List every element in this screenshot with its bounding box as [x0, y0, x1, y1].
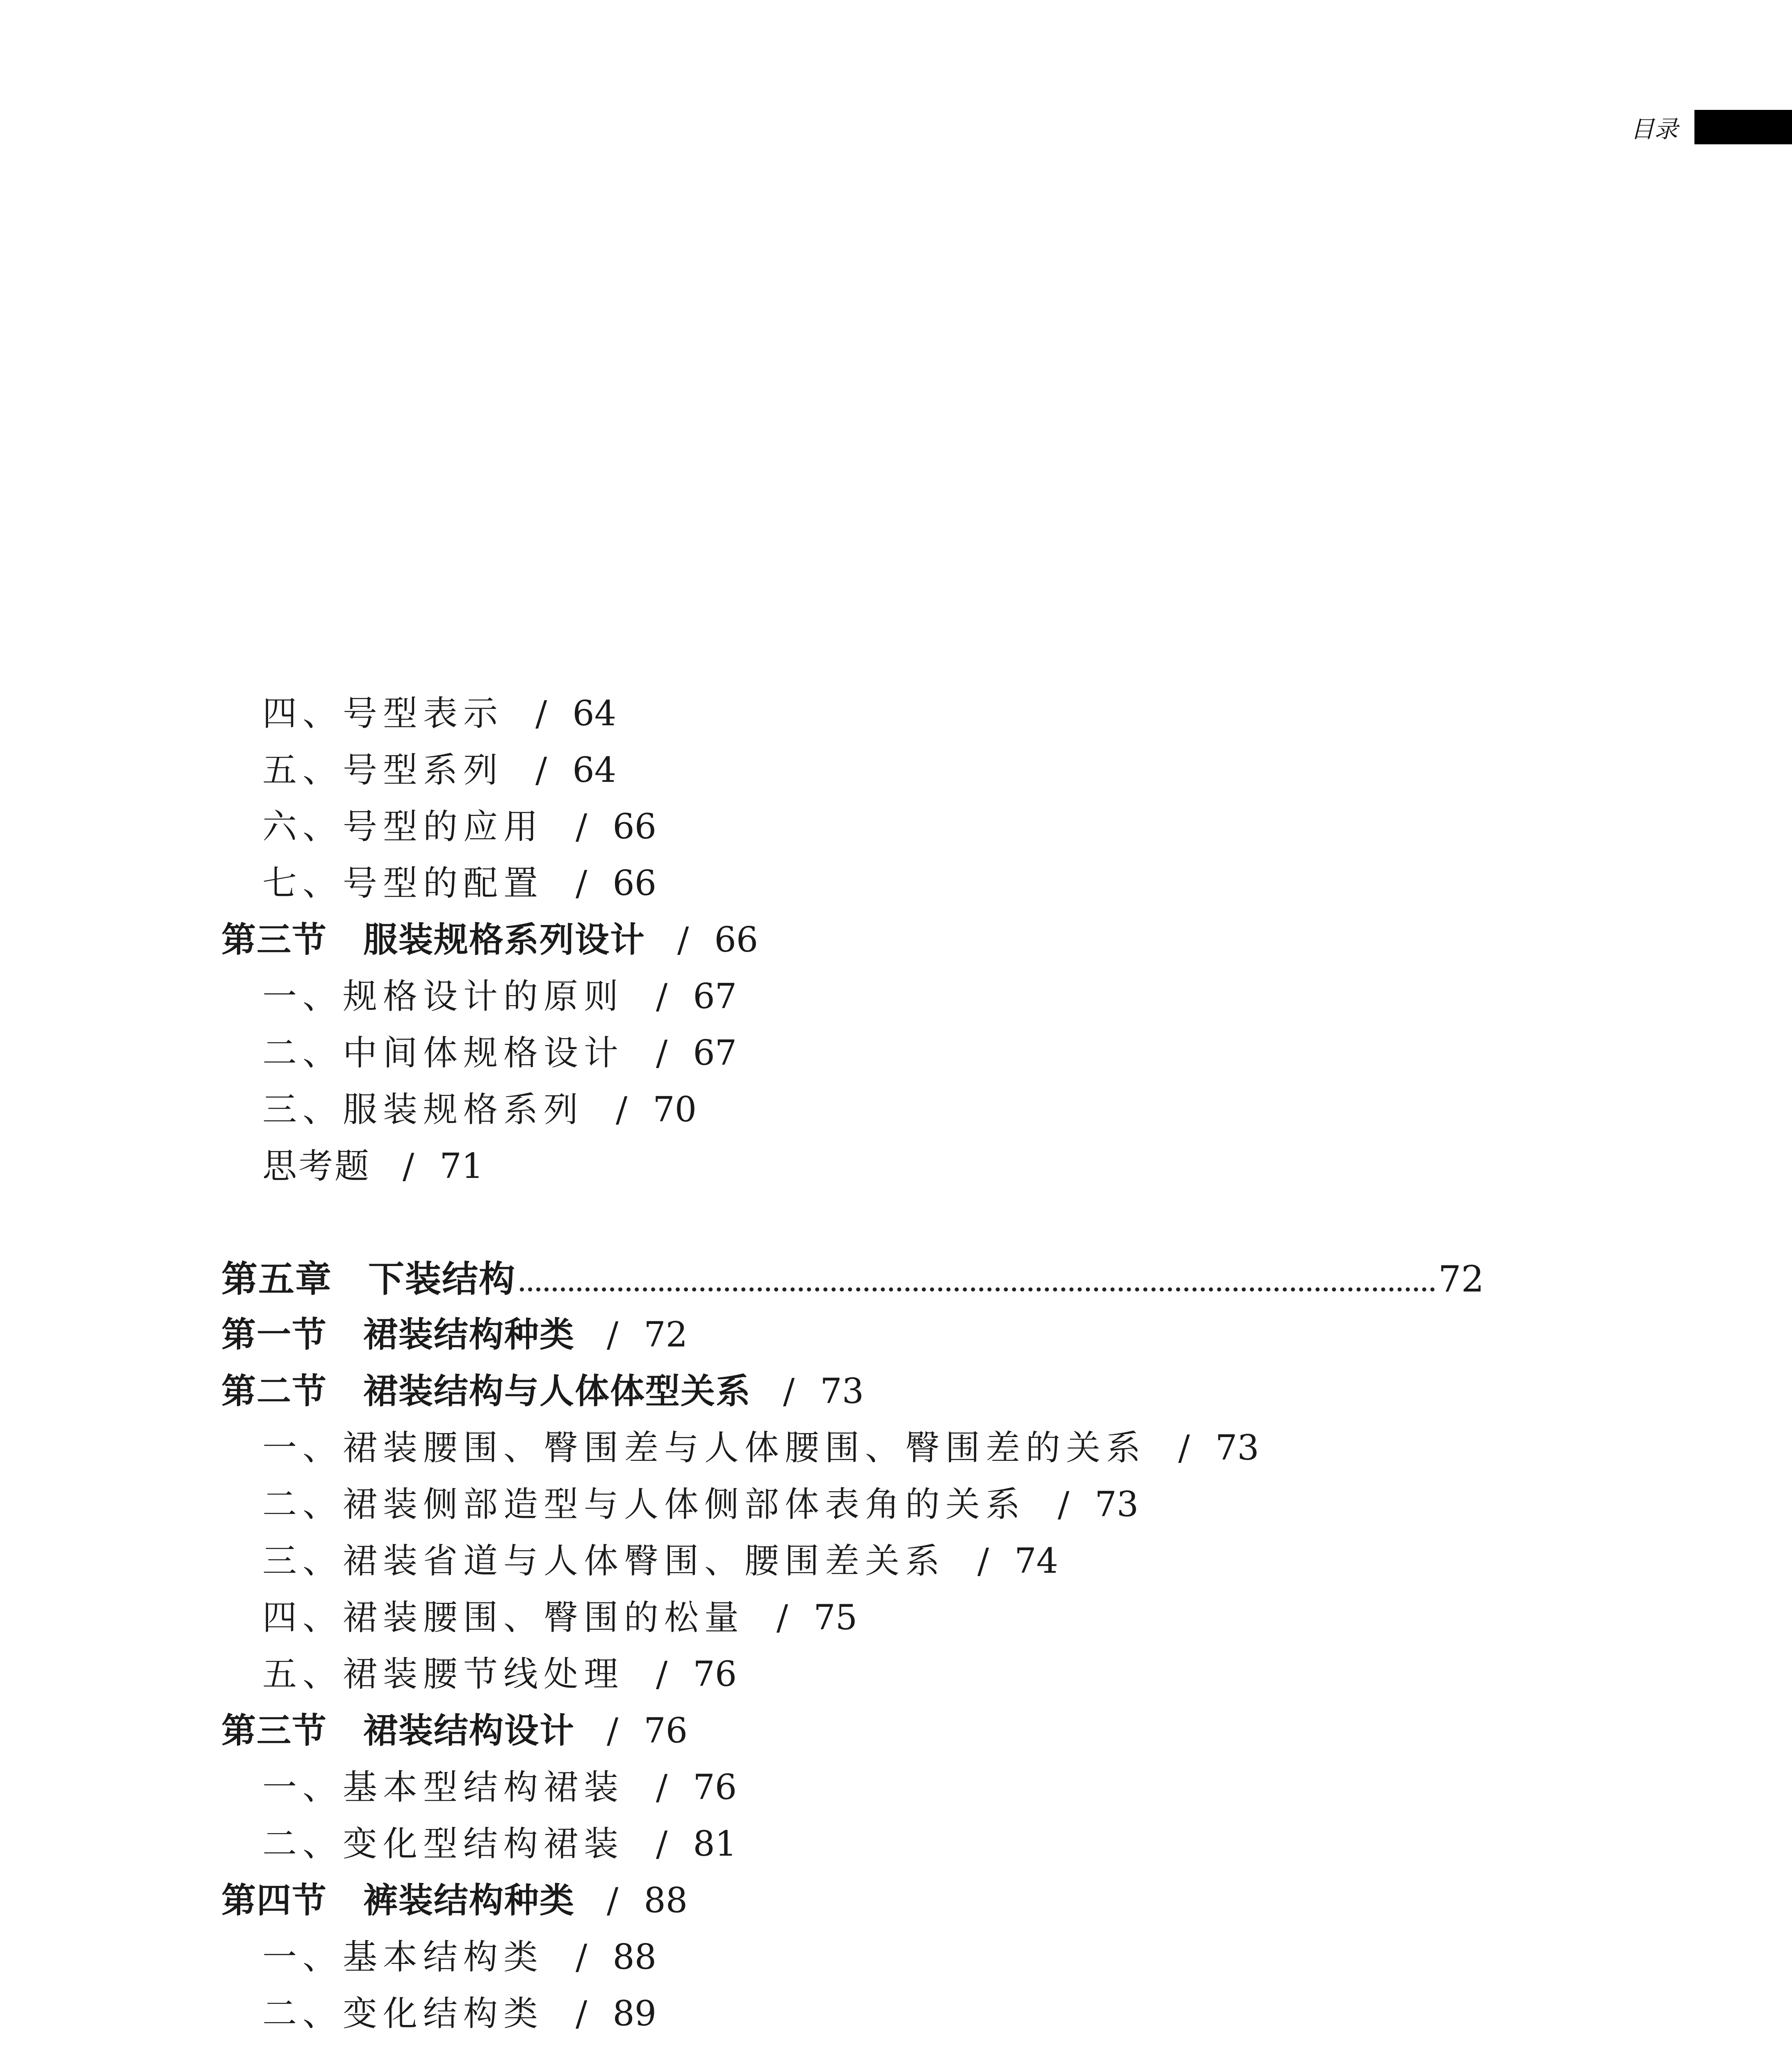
- toc-entry[interactable]: [262, 1654, 737, 1694]
- toc-separator: /: [576, 1937, 587, 1977]
- toc-section-3b[interactable]: [221, 1710, 688, 1751]
- section-number: 第二节: [221, 1371, 328, 1411]
- toc-separator: /: [656, 1824, 668, 1864]
- toc-entry-text: 一、基本结构类: [262, 1937, 544, 1977]
- toc-entry-text: 一、基本型结构裙装: [262, 1767, 624, 1807]
- running-head: [1630, 110, 1792, 144]
- toc-separator: /: [677, 920, 689, 960]
- toc-page: 89: [613, 1993, 657, 2034]
- toc-entry-text: 三、裙装省道与人体臀围、腰围差关系: [262, 1541, 946, 1581]
- toc-entry-text: 思考题: [262, 1146, 371, 1186]
- toc-page: 73: [820, 1371, 864, 1411]
- section-title: 服装规格系列设计: [363, 919, 646, 960]
- toc-entry-text: 四、号型表示: [262, 693, 504, 733]
- section-number: 第四节: [221, 1880, 328, 1920]
- chapter-title: 下装结构: [368, 1257, 516, 1300]
- section-title: 裙装结构与人体体型关系: [363, 1371, 751, 1411]
- toc-separator: /: [656, 1767, 668, 1807]
- toc-separator: /: [776, 1597, 788, 1638]
- toc-page: 73: [1095, 1484, 1139, 1524]
- toc-entry[interactable]: [262, 1484, 1139, 1524]
- section-title: 裤装结构种类: [363, 1880, 575, 1920]
- toc-page: 75: [813, 1597, 858, 1638]
- toc-separator: /: [576, 1993, 587, 2034]
- toc-separator: /: [535, 750, 547, 790]
- toc-page: 76: [693, 1654, 737, 1694]
- running-head-bar: [1694, 110, 1792, 144]
- toc-entry[interactable]: [262, 806, 657, 847]
- toc-separator: /: [977, 1541, 989, 1581]
- dot-leader: [520, 1287, 1435, 1292]
- toc-entry-text: 六、号型的应用: [262, 806, 544, 847]
- toc-think-questions[interactable]: [262, 1146, 484, 1186]
- toc-separator: /: [607, 1314, 619, 1355]
- section-title: 裙装结构种类: [363, 1314, 575, 1355]
- toc-separator: /: [1178, 1428, 1190, 1468]
- toc-page: 64: [572, 693, 617, 733]
- toc-entry[interactable]: [262, 1767, 737, 1807]
- toc-separator: /: [607, 1711, 619, 1751]
- toc-entry-text: 四、裙装腰围、臀围的松量: [262, 1597, 745, 1638]
- toc-entry-text: 五、号型系列: [262, 750, 504, 790]
- toc-page: 66: [714, 920, 758, 960]
- toc-page: 88: [613, 1937, 657, 1977]
- section-number: 第三节: [221, 1710, 328, 1751]
- toc-entry-text: 七、号型的配置: [262, 863, 544, 903]
- toc-entry-text: 二、裙装侧部造型与人体侧部体表角的关系: [262, 1484, 1026, 1524]
- toc-entry[interactable]: [262, 750, 617, 790]
- toc-separator: /: [616, 1089, 628, 1130]
- toc-entry-text: 二、变化结构类: [262, 1993, 544, 2034]
- toc-entry[interactable]: [262, 1993, 657, 2034]
- toc-separator: /: [783, 1371, 795, 1411]
- toc-page: 72: [644, 1314, 688, 1355]
- toc-entry[interactable]: [262, 693, 617, 733]
- toc-page: 70: [653, 1089, 697, 1130]
- section-number: 第一节: [221, 1314, 328, 1355]
- toc-entry-text: 三、服装规格系列: [262, 1089, 584, 1130]
- toc-entry[interactable]: [262, 1597, 858, 1638]
- toc-page: 74: [1014, 1541, 1059, 1581]
- toc-entry[interactable]: [262, 1824, 737, 1864]
- toc-page: 64: [572, 750, 617, 790]
- toc-page: 81: [693, 1824, 737, 1864]
- toc-chapter-5[interactable]: [221, 1257, 1484, 1300]
- toc-entry[interactable]: [262, 1937, 657, 1977]
- toc-page: 88: [644, 1880, 688, 1920]
- chapter-page: 72: [1438, 1258, 1484, 1300]
- toc-section-1[interactable]: [221, 1314, 688, 1355]
- section-title: 裙装结构设计: [363, 1710, 575, 1751]
- toc-page: 66: [613, 806, 657, 847]
- toc-separator: /: [656, 976, 668, 1016]
- toc-entry[interactable]: [262, 976, 737, 1016]
- toc-separator: /: [576, 806, 587, 847]
- toc-section-4[interactable]: [221, 1880, 688, 1920]
- toc-entry-text: 一、裙装腰围、臀围差与人体腰围、臀围差的关系: [262, 1428, 1147, 1468]
- toc-entry-text: 二、中间体规格设计: [262, 1033, 624, 1073]
- toc-entry-text: 一、规格设计的原则: [262, 976, 624, 1016]
- toc-entry-text: 五、裙装腰节线处理: [262, 1654, 624, 1694]
- toc-page: 67: [693, 1033, 737, 1073]
- toc-separator: /: [535, 693, 547, 733]
- chapter-number: 第五章: [221, 1257, 332, 1300]
- toc-separator: /: [576, 863, 587, 903]
- toc-page: 66: [613, 863, 657, 903]
- toc-page: 71: [439, 1146, 484, 1186]
- toc-separator: /: [656, 1033, 668, 1073]
- toc-separator: /: [656, 1654, 668, 1694]
- toc-separator: /: [403, 1146, 414, 1186]
- toc-page: 76: [693, 1767, 737, 1807]
- toc-section-2[interactable]: [221, 1371, 864, 1411]
- toc-entry[interactable]: [262, 1033, 737, 1073]
- running-head-label: 目录: [1630, 115, 1678, 143]
- toc-page: 73: [1215, 1428, 1259, 1468]
- toc-section-3[interactable]: [221, 919, 758, 960]
- section-number: 第三节: [221, 919, 328, 960]
- toc-page: 67: [693, 976, 737, 1016]
- toc-entry[interactable]: [262, 863, 657, 903]
- toc-separator: /: [1058, 1484, 1070, 1524]
- toc-separator: /: [607, 1880, 619, 1920]
- toc-entry-text: 二、变化型结构裙装: [262, 1824, 624, 1864]
- toc-entry[interactable]: [262, 1541, 1059, 1581]
- toc-entry[interactable]: [262, 1428, 1259, 1468]
- toc-entry[interactable]: [262, 1089, 697, 1130]
- toc-page: 76: [644, 1711, 688, 1751]
